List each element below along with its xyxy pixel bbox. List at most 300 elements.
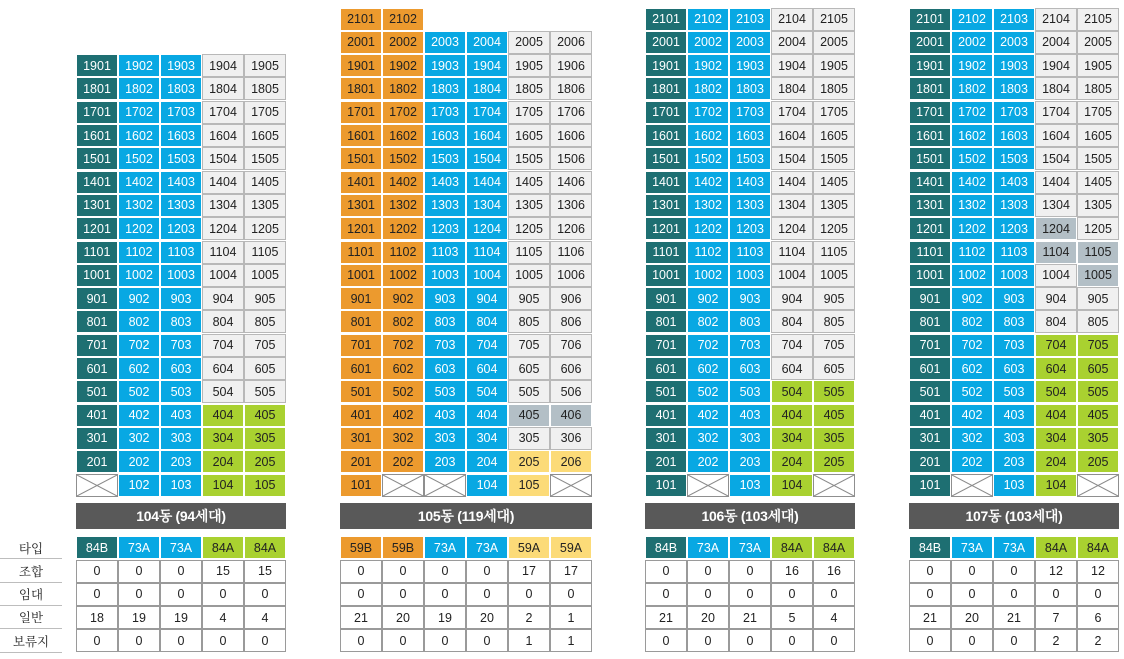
count-cell: 6 [1077, 606, 1119, 629]
unit-cell: 1204 [771, 217, 813, 240]
unit-cell: 805 [813, 310, 855, 333]
count-cell: 20 [382, 606, 424, 629]
unit-cell: 1101 [76, 241, 118, 264]
unit-cell: 404 [202, 404, 244, 427]
cross-mark-icon [952, 475, 992, 496]
unit-cell: 1305 [508, 194, 550, 217]
unit-cell: 1903 [424, 54, 466, 77]
unit-type-cell: 73A [466, 536, 508, 559]
unit-cell: 901 [909, 287, 951, 310]
unit-cell: 1102 [951, 241, 993, 264]
count-cell: 0 [160, 583, 202, 606]
unit-cell: 805 [244, 310, 286, 333]
unit-cell: 505 [813, 380, 855, 403]
unit-cell: 602 [687, 357, 729, 380]
unit-cell: 504 [1035, 380, 1077, 403]
unit-cell: 1005 [813, 264, 855, 287]
unit-cell: 203 [160, 450, 202, 473]
unit-cell: 1803 [160, 77, 202, 100]
unit-cell: 202 [382, 450, 424, 473]
unit-cell: 2005 [813, 31, 855, 54]
unit-cell: 205 [1077, 450, 1119, 473]
unit-cell: 1805 [1077, 77, 1119, 100]
unit-cell: 1203 [160, 217, 202, 240]
unit-cell: 905 [244, 287, 286, 310]
unit-cell: 1606 [550, 124, 592, 147]
unit-cell: 1203 [424, 217, 466, 240]
unit-cell: 1106 [550, 241, 592, 264]
unit-cell: 1101 [909, 241, 951, 264]
count-cell: 17 [508, 560, 550, 583]
unit-type-cell: 59B [382, 536, 424, 559]
unit-cell: 602 [382, 357, 424, 380]
unit-cell: 1502 [118, 147, 160, 170]
unit-cell: 1604 [1035, 124, 1077, 147]
unit-cell: 1802 [687, 77, 729, 100]
unit-cell: 705 [1077, 334, 1119, 357]
unit-cell: 1604 [466, 124, 508, 147]
cross-mark-icon [1078, 475, 1118, 496]
count-cell: 0 [993, 560, 1035, 583]
unit-cell: 1202 [687, 217, 729, 240]
unit-cell: 1405 [244, 171, 286, 194]
unit-cell: 2005 [1077, 31, 1119, 54]
count-cell: 0 [382, 583, 424, 606]
count-cell: 19 [118, 606, 160, 629]
unit-cell: 1601 [76, 124, 118, 147]
unit-cell: 1203 [729, 217, 771, 240]
unit-cell: 1801 [645, 77, 687, 100]
unit-cell: 202 [118, 450, 160, 473]
unit-cell: 1405 [508, 171, 550, 194]
unit-cell: 1804 [466, 77, 508, 100]
count-cell: 0 [645, 629, 687, 652]
unit-cell: 1404 [202, 171, 244, 194]
unit-cell: 401 [340, 404, 382, 427]
count-cell: 16 [771, 560, 813, 583]
count-cell: 0 [951, 629, 993, 652]
unit-cell: 1206 [550, 217, 592, 240]
unit-cell: 1205 [813, 217, 855, 240]
count-cell: 0 [993, 583, 1035, 606]
count-cell: 0 [687, 629, 729, 652]
unit-cell: 402 [951, 404, 993, 427]
unit-type-cell: 84A [1077, 536, 1119, 559]
unit-cell: 904 [771, 287, 813, 310]
unit-cell: 704 [771, 334, 813, 357]
unit-cell: 602 [951, 357, 993, 380]
unit-cell: 2005 [508, 31, 550, 54]
unit-cell: 1305 [244, 194, 286, 217]
count-cell: 12 [1035, 560, 1077, 583]
unit-cell: 1304 [202, 194, 244, 217]
empty-unit-cell [951, 474, 993, 497]
unit-cell: 303 [160, 427, 202, 450]
unit-cell: 1804 [202, 77, 244, 100]
unit-cell: 603 [424, 357, 466, 380]
unit-cell: 405 [813, 404, 855, 427]
unit-cell: 1302 [951, 194, 993, 217]
unit-cell: 1003 [424, 264, 466, 287]
empty-unit-cell [550, 474, 592, 497]
unit-cell: 701 [340, 334, 382, 357]
unit-cell: 2002 [687, 31, 729, 54]
unit-type-cell: 84B [645, 536, 687, 559]
unit-cell: 1406 [550, 171, 592, 194]
count-cell: 0 [340, 583, 382, 606]
unit-cell: 601 [76, 357, 118, 380]
unit-type-cell: 73A [424, 536, 466, 559]
unit-cell: 2003 [993, 31, 1035, 54]
unit-cell: 401 [909, 404, 951, 427]
unit-cell: 1602 [382, 124, 424, 147]
unit-type-cell: 59A [508, 536, 550, 559]
unit-cell: 1004 [1035, 264, 1077, 287]
count-cell: 21 [993, 606, 1035, 629]
unit-cell: 1104 [771, 241, 813, 264]
unit-type-cell: 84A [771, 536, 813, 559]
unit-cell: 804 [771, 310, 813, 333]
unit-cell: 402 [118, 404, 160, 427]
count-cell: 0 [244, 629, 286, 652]
unit-cell: 601 [909, 357, 951, 380]
unit-cell: 1006 [550, 264, 592, 287]
unit-cell: 903 [160, 287, 202, 310]
unit-cell: 305 [813, 427, 855, 450]
unit-cell: 1002 [118, 264, 160, 287]
unit-cell: 302 [687, 427, 729, 450]
unit-cell: 2004 [1035, 31, 1077, 54]
unit-cell: 1104 [466, 241, 508, 264]
unit-cell: 2002 [382, 31, 424, 54]
unit-cell: 1303 [424, 194, 466, 217]
count-cell: 0 [160, 560, 202, 583]
unit-cell: 401 [645, 404, 687, 427]
unit-cell: 604 [202, 357, 244, 380]
count-cell: 0 [76, 583, 118, 606]
unit-cell: 702 [951, 334, 993, 357]
unit-cell: 2102 [687, 8, 729, 31]
count-cell: 0 [687, 583, 729, 606]
unit-cell: 1804 [1035, 77, 1077, 100]
unit-cell: 801 [645, 310, 687, 333]
cross-mark-icon [425, 475, 465, 496]
unit-cell: 203 [729, 450, 771, 473]
unit-cell: 1301 [645, 194, 687, 217]
count-cell: 0 [1077, 583, 1119, 606]
unit-type-cell: 84B [909, 536, 951, 559]
unit-cell: 1304 [466, 194, 508, 217]
unit-cell: 501 [909, 380, 951, 403]
unit-cell: 1301 [909, 194, 951, 217]
count-cell: 0 [729, 583, 771, 606]
unit-cell: 701 [909, 334, 951, 357]
count-cell: 0 [645, 560, 687, 583]
unit-cell: 803 [424, 310, 466, 333]
count-cell: 0 [424, 629, 466, 652]
unit-cell: 1604 [771, 124, 813, 147]
unit-cell: 303 [424, 427, 466, 450]
unit-cell: 503 [424, 380, 466, 403]
unit-cell: 1706 [550, 101, 592, 124]
unit-cell: 904 [1035, 287, 1077, 310]
unit-cell: 302 [382, 427, 424, 450]
count-cell: 0 [687, 560, 729, 583]
unit-cell: 2101 [340, 8, 382, 31]
unit-type-cell: 84A [244, 536, 286, 559]
unit-cell: 1103 [729, 241, 771, 264]
unit-cell: 1401 [76, 171, 118, 194]
unit-cell: 301 [645, 427, 687, 450]
unit-cell: 1801 [340, 77, 382, 100]
unit-cell: 2001 [645, 31, 687, 54]
unit-cell: 1601 [909, 124, 951, 147]
unit-type-cell: 59B [340, 536, 382, 559]
unit-cell: 1001 [909, 264, 951, 287]
unit-cell: 703 [424, 334, 466, 357]
building-label: 104동 (94세대) [76, 503, 286, 529]
unit-cell: 1001 [645, 264, 687, 287]
unit-cell: 301 [340, 427, 382, 450]
unit-cell: 205 [244, 450, 286, 473]
unit-cell: 304 [466, 427, 508, 450]
unit-cell: 303 [729, 427, 771, 450]
count-cell: 0 [951, 583, 993, 606]
unit-cell: 1003 [729, 264, 771, 287]
unit-cell: 606 [550, 357, 592, 380]
unit-cell: 1805 [244, 77, 286, 100]
unit-cell: 1302 [382, 194, 424, 217]
unit-cell: 1501 [645, 147, 687, 170]
count-cell: 0 [1035, 583, 1077, 606]
unit-cell: 1501 [340, 147, 382, 170]
unit-cell: 505 [1077, 380, 1119, 403]
count-cell: 12 [1077, 560, 1119, 583]
unit-cell: 1802 [951, 77, 993, 100]
unit-cell: 1402 [382, 171, 424, 194]
unit-cell: 1505 [244, 147, 286, 170]
unit-cell: 503 [993, 380, 1035, 403]
unit-cell: 204 [202, 450, 244, 473]
count-cell: 1 [550, 629, 592, 652]
unit-cell: 602 [118, 357, 160, 380]
unit-cell: 1004 [202, 264, 244, 287]
unit-cell: 1003 [160, 264, 202, 287]
unit-cell: 704 [466, 334, 508, 357]
count-cell: 0 [993, 629, 1035, 652]
unit-cell: 1401 [340, 171, 382, 194]
unit-cell: 801 [909, 310, 951, 333]
unit-cell: 605 [813, 357, 855, 380]
unit-cell: 1701 [645, 101, 687, 124]
unit-cell: 604 [771, 357, 813, 380]
unit-cell: 502 [687, 380, 729, 403]
unit-cell: 405 [1077, 404, 1119, 427]
unit-cell: 1902 [687, 54, 729, 77]
unit-cell: 1903 [160, 54, 202, 77]
unit-cell: 1905 [1077, 54, 1119, 77]
unit-cell: 1503 [993, 147, 1035, 170]
unit-cell: 1305 [813, 194, 855, 217]
unit-cell: 2001 [340, 31, 382, 54]
unit-cell: 1403 [424, 171, 466, 194]
count-cell: 0 [244, 583, 286, 606]
unit-cell: 1205 [508, 217, 550, 240]
unit-cell: 1404 [771, 171, 813, 194]
unit-cell: 804 [1035, 310, 1077, 333]
unit-cell: 1205 [1077, 217, 1119, 240]
unit-cell: 905 [813, 287, 855, 310]
unit-cell: 603 [160, 357, 202, 380]
unit-cell: 704 [1035, 334, 1077, 357]
unit-cell: 906 [550, 287, 592, 310]
unit-cell: 1601 [340, 124, 382, 147]
count-cell: 2 [1077, 629, 1119, 652]
count-cell: 21 [645, 606, 687, 629]
unit-cell: 205 [508, 450, 550, 473]
unit-cell: 1505 [813, 147, 855, 170]
unit-cell: 406 [550, 404, 592, 427]
unit-cell: 1302 [687, 194, 729, 217]
unit-cell: 1102 [118, 241, 160, 264]
unit-cell: 1403 [160, 171, 202, 194]
unit-cell: 403 [993, 404, 1035, 427]
count-cell: 21 [909, 606, 951, 629]
unit-cell: 1904 [202, 54, 244, 77]
empty-unit-cell [424, 474, 466, 497]
unit-cell: 1702 [687, 101, 729, 124]
unit-cell: 2104 [771, 8, 813, 31]
unit-cell: 304 [1035, 427, 1077, 450]
unit-type-cell: 73A [687, 536, 729, 559]
count-cell: 0 [382, 629, 424, 652]
table-row-label: 보류지 [12, 634, 50, 649]
row-divider [0, 652, 62, 653]
count-cell: 0 [508, 583, 550, 606]
unit-cell: 702 [687, 334, 729, 357]
unit-cell: 402 [382, 404, 424, 427]
unit-cell: 1605 [244, 124, 286, 147]
unit-cell: 1803 [729, 77, 771, 100]
count-cell: 17 [550, 560, 592, 583]
count-cell: 0 [729, 560, 771, 583]
unit-cell: 1101 [645, 241, 687, 264]
unit-cell: 1002 [951, 264, 993, 287]
count-cell: 0 [202, 583, 244, 606]
unit-cell: 1205 [244, 217, 286, 240]
unit-cell: 304 [202, 427, 244, 450]
unit-cell: 302 [118, 427, 160, 450]
unit-cell: 1105 [813, 241, 855, 264]
unit-cell: 2101 [909, 8, 951, 31]
unit-cell: 703 [160, 334, 202, 357]
unit-cell: 1002 [687, 264, 729, 287]
unit-cell: 803 [993, 310, 1035, 333]
unit-cell: 1603 [160, 124, 202, 147]
unit-cell: 1104 [1035, 241, 1077, 264]
unit-cell: 1806 [550, 77, 592, 100]
unit-cell: 1202 [382, 217, 424, 240]
unit-cell: 2004 [771, 31, 813, 54]
unit-cell: 103 [160, 474, 202, 497]
unit-cell: 2006 [550, 31, 592, 54]
unit-cell: 305 [508, 427, 550, 450]
unit-cell: 2103 [993, 8, 1035, 31]
unit-cell: 2002 [951, 31, 993, 54]
count-cell: 0 [466, 629, 508, 652]
unit-cell: 1702 [951, 101, 993, 124]
unit-cell: 405 [244, 404, 286, 427]
unit-cell: 1805 [508, 77, 550, 100]
unit-cell: 404 [1035, 404, 1077, 427]
unit-cell: 1902 [118, 54, 160, 77]
unit-cell: 201 [645, 450, 687, 473]
unit-cell: 1701 [340, 101, 382, 124]
unit-cell: 1501 [76, 147, 118, 170]
unit-cell: 901 [645, 287, 687, 310]
unit-cell: 1602 [118, 124, 160, 147]
unit-cell: 1401 [909, 171, 951, 194]
unit-cell: 1204 [466, 217, 508, 240]
count-cell: 0 [340, 560, 382, 583]
unit-cell: 1905 [244, 54, 286, 77]
unit-cell: 1905 [813, 54, 855, 77]
unit-cell: 801 [76, 310, 118, 333]
unit-cell: 1704 [771, 101, 813, 124]
unit-cell: 1901 [645, 54, 687, 77]
unit-cell: 705 [244, 334, 286, 357]
unit-cell: 101 [340, 474, 382, 497]
unit-cell: 1304 [771, 194, 813, 217]
count-cell: 0 [76, 560, 118, 583]
unit-cell: 1402 [951, 171, 993, 194]
unit-cell: 104 [202, 474, 244, 497]
unit-cell: 204 [466, 450, 508, 473]
unit-cell: 1801 [909, 77, 951, 100]
unit-cell: 1103 [424, 241, 466, 264]
unit-cell: 1605 [508, 124, 550, 147]
unit-cell: 1503 [729, 147, 771, 170]
unit-cell: 1802 [118, 77, 160, 100]
unit-cell: 804 [466, 310, 508, 333]
count-cell: 0 [466, 583, 508, 606]
unit-cell: 1804 [771, 77, 813, 100]
unit-cell: 802 [951, 310, 993, 333]
table-row-label: 일반 [18, 611, 44, 626]
unit-cell: 1801 [76, 77, 118, 100]
unit-cell: 1304 [1035, 194, 1077, 217]
unit-cell: 103 [729, 474, 771, 497]
count-cell: 21 [729, 606, 771, 629]
unit-cell: 1604 [202, 124, 244, 147]
count-cell: 0 [118, 583, 160, 606]
unit-cell: 803 [160, 310, 202, 333]
unit-cell: 1702 [118, 101, 160, 124]
unit-cell: 901 [340, 287, 382, 310]
building-label: 105동 (119세대) [340, 503, 592, 529]
unit-cell: 1303 [729, 194, 771, 217]
unit-cell: 1105 [244, 241, 286, 264]
unit-cell: 605 [244, 357, 286, 380]
unit-cell: 1303 [993, 194, 1035, 217]
count-cell: 0 [118, 629, 160, 652]
unit-cell: 1103 [993, 241, 1035, 264]
unit-cell: 204 [771, 450, 813, 473]
unit-type-cell: 84A [202, 536, 244, 559]
unit-cell: 404 [466, 404, 508, 427]
unit-cell: 901 [76, 287, 118, 310]
unit-cell: 1001 [76, 264, 118, 287]
